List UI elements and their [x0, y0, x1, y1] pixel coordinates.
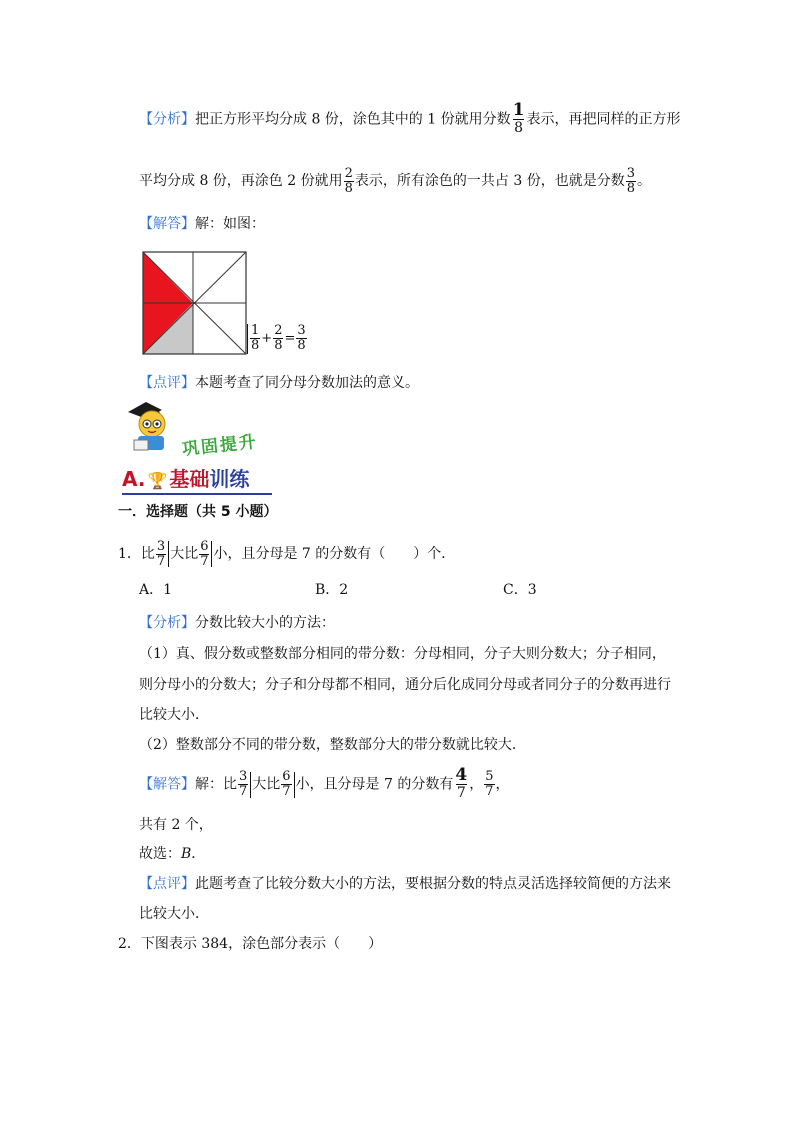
q1-comment-cont: 比较大小． — [139, 906, 209, 922]
ans-fraction-3-7: $\frac{3}{7}$ — [239, 769, 248, 799]
comment-tag: 【点评】 — [139, 375, 195, 391]
q1-choice: 故选：B． — [139, 846, 206, 862]
q1-total: 共有 2 个， — [139, 817, 213, 833]
option-a[interactable]: A．1 — [139, 582, 173, 598]
q1-analysis-p1: （1）真、假分数或整数部分相同的带分数：分母相同，分子大则分数大；分子相同， — [139, 646, 666, 662]
analysis-line-2: 平均分成 8 份，再涂色 2 份就用 $\frac{2}{8}$ 表示，所有涂色的一共占 3 份，也就是分数 $\frac{3}{8}$ 。 — [139, 165, 651, 196]
fraction-1-8: $\frac{1}{8}$ — [512, 100, 525, 136]
fraction-equation: $\frac{1}{8}$ + $\frac{2}{8}$ = $\frac{3}{8}$ — [246, 322, 308, 356]
banner-title-blue: 训练 — [209, 467, 250, 491]
comment-line: 【点评】本题考查了同分母分数加法的意义。 — [139, 375, 419, 391]
q1-options — [0, 580, 800, 600]
eq-fraction-3-8: $\frac{3}{8}$ — [297, 323, 306, 353]
option-c[interactable]: C．3 — [503, 582, 537, 598]
q1-fraction-3-7: $\frac{3}{7}$ — [156, 538, 166, 569]
fraction-2-8: $\frac{2}{8}$ — [344, 165, 353, 196]
section-heading: 一．选择题（共 5 小题） — [118, 504, 278, 520]
banner-title-red: 基础 — [169, 467, 210, 491]
answer-tag: 【解答】 — [139, 216, 195, 232]
q1-analysis-p3: 比较大小． — [139, 707, 209, 723]
eq-fraction-2-8: $\frac{2}{8}$ — [274, 323, 283, 353]
trophy-icon: 🏆 — [147, 471, 168, 490]
q1-answer: 【解答】解：比 $\frac{3}{7}$ 大比 $\frac{6}{7}$ 小，且分母是 7 的分数有 $\frac{4}{7}$ ， $\frac{5}{7}$ ， — [139, 765, 510, 801]
banner-letter: A. — [122, 467, 146, 491]
q1-analysis-p2: 则分母小的分数大；分子和分母都不相同，通分后化成同分母或者同分子的分数再进行 — [139, 677, 671, 693]
q1-analysis: 【分析】分数比较大小的方法： — [139, 615, 335, 631]
ans-fraction-4-7: $\frac{4}{7}$ — [455, 765, 468, 801]
ans-fraction-5-7: $\frac{5}{7}$ — [485, 769, 494, 799]
fraction-square-diagram — [142, 251, 248, 355]
fraction-3-8: $\frac{3}{8}$ — [626, 165, 635, 196]
ans-fraction-6-7: $\frac{6}{7}$ — [282, 769, 291, 799]
option-b[interactable]: B．2 — [315, 582, 349, 598]
question-1: 1．比 $\frac{3}{7}$ 大比 $\frac{6}{7}$ 小，且分母是 7 的分数有（ ）个． — [118, 538, 456, 569]
q1-fraction-6-7: $\frac{6}{7}$ — [200, 538, 209, 569]
analysis-line-1: 【分析】把正方形平均分成 8 份，涂色其中的 1 份就用分数 $\frac{1}{8}$ 表示，再把同样的正方形 — [139, 100, 681, 136]
eq-fraction-1-8: $\frac{1}{8}$ — [251, 323, 260, 353]
question-2: 2．下图表示 384，涂色部分表示（ ） — [118, 936, 383, 952]
banner-underline — [122, 493, 272, 495]
answer-line: 【解答】解：如图： — [139, 216, 265, 232]
q1-comment: 【点评】此题考查了比较分数大小的方法，要根据分数的特点灵活选择较简便的方法来 — [139, 876, 671, 892]
analysis-tag: 【分析】 — [139, 111, 195, 128]
section-banner — [122, 466, 249, 495]
banner-script-title: 巩固提升 — [181, 432, 259, 460]
cartoon-mascot-icon — [118, 398, 176, 454]
q1-analysis-p4: （2）整数部分不同的带分数，整数部分大的带分数就比较大． — [139, 737, 526, 753]
